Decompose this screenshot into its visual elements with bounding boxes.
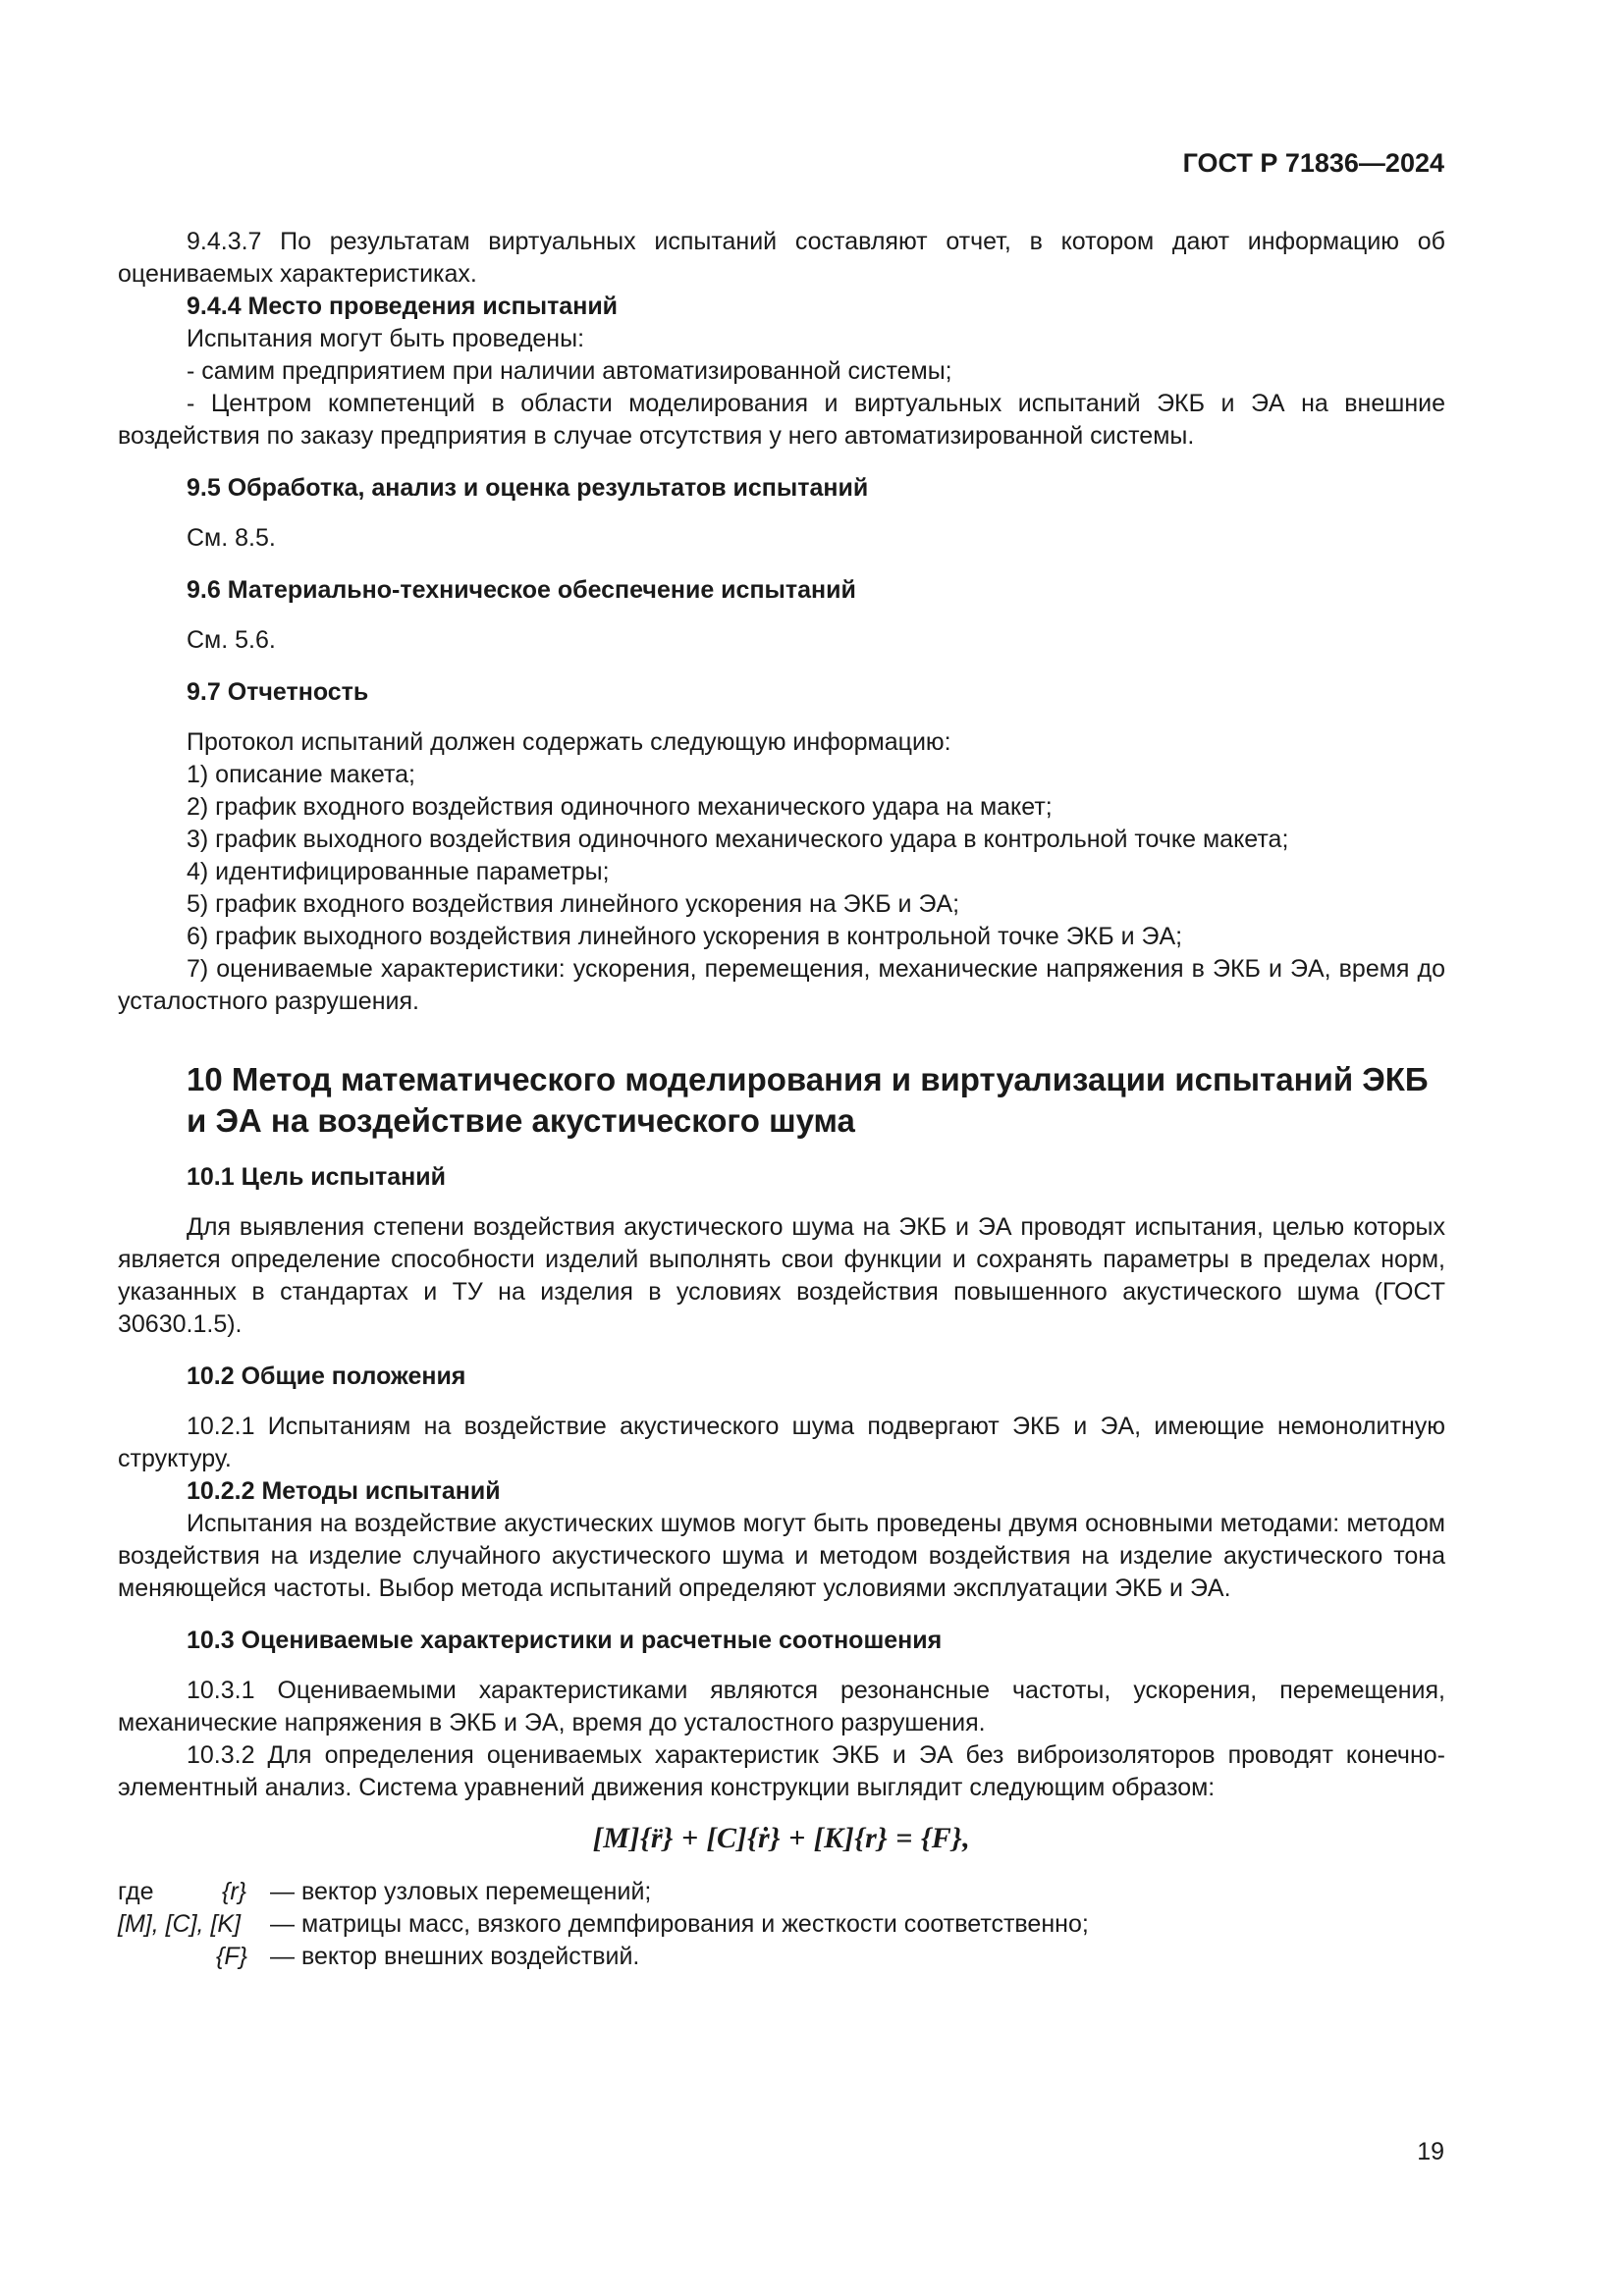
where-row-r bbox=[118, 1876, 1445, 1908]
document-code-header: ГОСТ Р 71836—2024 bbox=[1182, 148, 1444, 178]
symbol-r: {r} bbox=[222, 1878, 247, 1905]
list-item: - самим предприятием при наличии автоматизированной системы; bbox=[187, 357, 952, 385]
heading-10-1: 10.1 Цель испытаний bbox=[187, 1163, 446, 1191]
list-item: - Центром компетенций в области моделирования и виртуальных испытаний ЭКБ и ЭА на внешние воздействия по заказу предприятия в случае отсутствия у него автоматизированной системы. bbox=[118, 390, 1445, 450]
heading-9-5: 9.5 Обработка, анализ и оценка результатов испытаний bbox=[187, 474, 869, 502]
equation-of-motion: [M]{r̈} + [C]{ṙ} + [K]{r} = {F}, bbox=[592, 1822, 971, 1854]
symbol-f: {F} bbox=[216, 1943, 247, 1970]
paragraph-10-3-2: 10.3.2 Для определения оцениваемых характеристик ЭКБ и ЭА без виброизоляторов проводят конечно-элементный анализ. Система уравнений движения конструкции выглядит следующим образом: bbox=[118, 1741, 1445, 1801]
symbol-matrices-description: — матрицы масс, вязкого демпфирования и жесткости соответственно; bbox=[270, 1910, 1089, 1938]
heading-10-2: 10.2 Общие положения bbox=[187, 1362, 466, 1390]
paragraph-10-2-2: Испытания на воздействие акустических шумов могут быть проведены двумя основными методами: методом воздействия на изделие случайного акустического шума и методом воздействия на изделие акустического тона меняющейся частоты. Выбор метода испытаний определяют условиями эксплуатации ЭКБ и ЭА. bbox=[118, 1510, 1445, 1602]
where-row-f bbox=[118, 1941, 1445, 1973]
heading-10-3: 10.3 Оцениваемые характеристики и расчетные соотношения bbox=[187, 1627, 943, 1654]
heading-9-6: 9.6 Материально-техническое обеспечение испытаний bbox=[187, 576, 856, 604]
where-label: где bbox=[118, 1878, 154, 1905]
heading-9-4-4: 9.4.4 Место проведения испытаний bbox=[187, 293, 619, 320]
page-content bbox=[118, 226, 1445, 1973]
paragraph-9-5: См. 8.5. bbox=[187, 524, 276, 552]
list-item: 6) график выходного воздействия линейного ускорения в контрольной точке ЭКБ и ЭА; bbox=[187, 923, 1183, 950]
paragraph-10-1: Для выявления степени воздействия акустического шума на ЭКБ и ЭА проводят испытания, целью которых является определение способности изделий выполнять свои функции и сохранять параметры в пределах норм, указанных в стандартах и ТУ на изделия в условиях воздействия повышенного акустического шума (ГОСТ 30630.1.5). bbox=[118, 1213, 1445, 1338]
paragraph-9-4-3-7: 9.4.3.7 По результатам виртуальных испытаний составляют отчет, в котором дают информацию об оцениваемых характеристиках. bbox=[118, 228, 1445, 288]
symbol-matrices: [M], [C], [K] bbox=[118, 1910, 242, 1938]
symbol-f-description: — вектор внешних воздействий. bbox=[270, 1943, 640, 1970]
list-item: 2) график входного воздействия одиночного механического удара на макет; bbox=[187, 793, 1053, 821]
list-item: 7) оцениваемые характеристики: ускорения, перемещения, механические напряжения в ЭКБ и ЭА, время до усталостного разрушения. bbox=[118, 955, 1445, 1015]
list-9-7 bbox=[118, 759, 1445, 1018]
paragraph-9-6: См. 5.6. bbox=[187, 626, 276, 654]
paragraph-10-2-1: 10.2.1 Испытаниям на воздействие акустического шума подвергают ЭКБ и ЭА, имеющие немонолитную структуру. bbox=[118, 1413, 1445, 1472]
list-item: 3) график выходного воздействия одиночного механического удара в контрольной точке макета; bbox=[187, 826, 1289, 853]
list-item: 4) идентифицированные параметры; bbox=[187, 858, 610, 885]
heading-9-7: 9.7 Отчетность bbox=[187, 678, 369, 706]
list-item: 5) график входного воздействия линейного ускорения на ЭКБ и ЭА; bbox=[187, 890, 960, 918]
section-heading-10: 10 Метод математического моделирования и виртуализации испытаний ЭКБ и ЭА на воздействие акустического шума bbox=[187, 1061, 1429, 1139]
symbol-r-description: — вектор узловых перемещений; bbox=[270, 1878, 652, 1905]
list-item: 1) описание макета; bbox=[187, 761, 416, 788]
heading-10-2-2: 10.2.2 Методы испытаний bbox=[187, 1477, 501, 1505]
where-row-matrices bbox=[118, 1908, 1445, 1941]
paragraph-9-4-4-intro: Испытания могут быть проведены: bbox=[187, 325, 585, 352]
list-9-4-4 bbox=[118, 355, 1445, 453]
paragraph-9-7-intro: Протокол испытаний должен содержать следующую информацию: bbox=[187, 728, 951, 756]
paragraph-10-3-1: 10.3.1 Оцениваемыми характеристиками являются резонансные частоты, ускорения, перемещения, механические напряжения в ЭКБ и ЭА, время до усталостного разрушения. bbox=[118, 1677, 1445, 1736]
page-number: 19 bbox=[1417, 2138, 1444, 2165]
